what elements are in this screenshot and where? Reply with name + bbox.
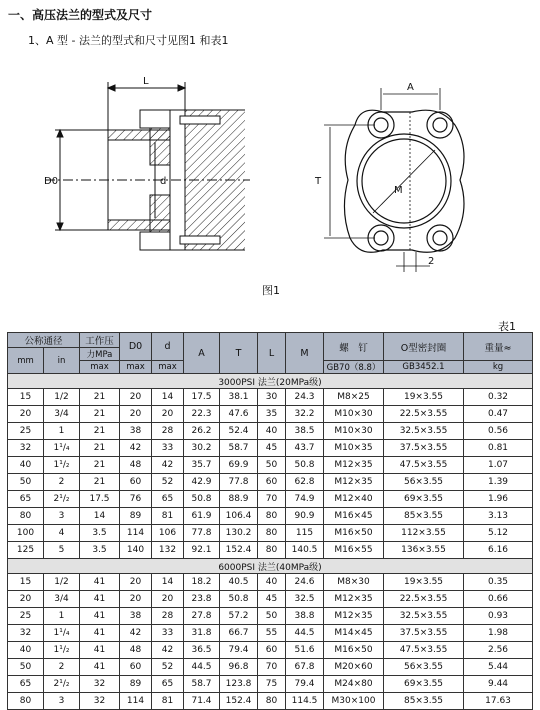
table-cell: 1¹/₄ — [44, 440, 80, 457]
table-cell: M12×40 — [324, 491, 384, 508]
table-cell: 9.44 — [464, 676, 533, 693]
table-cell: 114 — [120, 693, 152, 710]
table-cell: 152.4 — [220, 542, 258, 559]
table-cell: 1/2 — [44, 574, 80, 591]
col-weight: 重量≈ — [464, 333, 533, 361]
table-cell: 47.5×3.55 — [384, 457, 464, 474]
table-cell: 50.8 — [220, 591, 258, 608]
table-cell: 40 — [8, 642, 44, 659]
table-cell: 55 — [258, 625, 286, 642]
table-cell: 69.9 — [220, 457, 258, 474]
table-cell: 22.5×3.55 — [384, 406, 464, 423]
table-cell: 41 — [80, 574, 120, 591]
table-cell: 20 — [152, 406, 184, 423]
table-cell: 85×3.55 — [384, 693, 464, 710]
table-cell: 21 — [80, 423, 120, 440]
table-cell: 38.1 — [220, 389, 258, 406]
table-cell: 1 — [44, 608, 80, 625]
col-oring: O型密封圈 — [384, 333, 464, 361]
table-label: 表1 — [498, 320, 516, 333]
table-cell: 74.9 — [286, 491, 324, 508]
table-cell: M10×35 — [324, 440, 384, 457]
table-cell: 57.2 — [220, 608, 258, 625]
table-cell: 88.9 — [220, 491, 258, 508]
table-cell: 32 — [8, 440, 44, 457]
table-cell: 79.4 — [286, 676, 324, 693]
table-row — [8, 389, 533, 406]
table-cell: 1¹/₂ — [44, 642, 80, 659]
table-cell: 2 — [44, 474, 80, 491]
table-cell: 14 — [152, 389, 184, 406]
table-cell: 1.07 — [464, 457, 533, 474]
table-cell: 24.6 — [286, 574, 324, 591]
table-cell: M12×35 — [324, 474, 384, 491]
table-cell: 106.4 — [220, 508, 258, 525]
table-cell: M30×100 — [324, 693, 384, 710]
table-cell: M16×50 — [324, 525, 384, 542]
table-cell: 152.4 — [220, 693, 258, 710]
table-cell: 21 — [80, 406, 120, 423]
table-cell: 77.8 — [220, 474, 258, 491]
dim-label-t: T — [315, 176, 322, 187]
table-cell: 5.12 — [464, 525, 533, 542]
table-cell: 67.8 — [286, 659, 324, 676]
table-cell: 32.5×3.55 — [384, 608, 464, 625]
table-cell: 20 — [120, 591, 152, 608]
table-cell: 50 — [258, 457, 286, 474]
table-cell: 25 — [8, 608, 44, 625]
table-cell: 80 — [258, 542, 286, 559]
col-l: L — [258, 333, 286, 374]
table-cell: 0.56 — [464, 423, 533, 440]
section-title: 3000PSI 法兰(20MPa级) — [8, 374, 533, 389]
col-d0-unit: max — [120, 361, 152, 374]
page-subheading: 1、A 型 - 法兰的型式和尺寸见图1 和表1 — [28, 34, 229, 47]
table-cell: 3.5 — [80, 525, 120, 542]
table-row — [8, 457, 533, 474]
table-cell: 1.96 — [464, 491, 533, 508]
col-pressure-mid: 力MPa — [80, 348, 120, 361]
col-in: in — [44, 348, 80, 374]
table-cell: 81 — [152, 693, 184, 710]
table-cell: 81 — [152, 508, 184, 525]
table-cell: 43.7 — [286, 440, 324, 457]
table-row — [8, 676, 533, 693]
table-cell: 37.5×3.55 — [384, 440, 464, 457]
table-cell: 65 — [8, 676, 44, 693]
dim-label-l: L — [143, 76, 149, 87]
table-cell: 2.56 — [464, 642, 533, 659]
table-cell: 52 — [152, 659, 184, 676]
table-cell: 48 — [120, 642, 152, 659]
table-cell: 33 — [152, 440, 184, 457]
table-cell: 23.8 — [184, 591, 220, 608]
table-cell: 41 — [80, 608, 120, 625]
section-title: 6000PSI 法兰(40MPa级) — [8, 559, 533, 574]
table-cell: M12×35 — [324, 608, 384, 625]
table-cell: 20 — [8, 406, 44, 423]
table-cell: 56×3.55 — [384, 659, 464, 676]
col-nominal: 公称通径 — [8, 333, 80, 348]
table-cell: 27.8 — [184, 608, 220, 625]
table-cell: 58.7 — [220, 440, 258, 457]
table-cell: 61.9 — [184, 508, 220, 525]
table-cell: 26.2 — [184, 423, 220, 440]
table-cell: 14 — [80, 508, 120, 525]
table-cell: 42 — [152, 457, 184, 474]
table-cell: 19×3.55 — [384, 574, 464, 591]
table-cell: 1¹/₂ — [44, 457, 80, 474]
spec-table-body — [8, 374, 533, 710]
table-cell: 21 — [80, 474, 120, 491]
table-cell: 0.32 — [464, 389, 533, 406]
col-pressure-top: 工作压 — [80, 333, 120, 348]
table-cell: 30.2 — [184, 440, 220, 457]
table-cell: 100 — [8, 525, 44, 542]
table-cell: 3/4 — [44, 591, 80, 608]
flange-drawing — [0, 58, 540, 280]
table-cell: 80 — [258, 693, 286, 710]
table-cell: 125 — [8, 542, 44, 559]
table-cell: 89 — [120, 676, 152, 693]
col-d0: D0 — [120, 333, 152, 361]
table-cell: 44.5 — [286, 625, 324, 642]
table-cell: 56×3.55 — [384, 474, 464, 491]
table-cell: 0.93 — [464, 608, 533, 625]
table-cell: 19×3.55 — [384, 389, 464, 406]
table-cell: 47.6 — [220, 406, 258, 423]
table-cell: 31.8 — [184, 625, 220, 642]
col-t: T — [220, 333, 258, 374]
table-cell: 2 — [44, 659, 80, 676]
front-view — [324, 88, 464, 272]
section-header — [8, 559, 533, 574]
table-cell: 18.2 — [184, 574, 220, 591]
table-cell: 76 — [120, 491, 152, 508]
table-cell: M12×35 — [324, 457, 384, 474]
table-cell: 32.2 — [286, 406, 324, 423]
table-cell: 60 — [258, 474, 286, 491]
table-row — [8, 406, 533, 423]
dim-label-m: M — [394, 185, 403, 196]
table-cell: 3.13 — [464, 508, 533, 525]
table-cell: M20×60 — [324, 659, 384, 676]
table-cell: 1 — [44, 423, 80, 440]
col-oring-std: GB3452.1 — [384, 361, 464, 374]
col-d-unit: max — [152, 361, 184, 374]
table-cell: 32.5×3.55 — [384, 423, 464, 440]
table-cell: 60 — [120, 659, 152, 676]
table-cell: 4 — [44, 525, 80, 542]
page-heading: 一、高压法兰的型式及尺寸 — [8, 8, 153, 22]
table-cell: 32 — [80, 693, 120, 710]
table-cell: 79.4 — [220, 642, 258, 659]
table-cell: 77.8 — [184, 525, 220, 542]
table-cell: 115 — [286, 525, 324, 542]
col-d: d — [152, 333, 184, 361]
table-cell: 45 — [258, 440, 286, 457]
table-cell: 40 — [8, 457, 44, 474]
table-row — [8, 693, 533, 710]
table-cell: 69×3.55 — [384, 491, 464, 508]
table-cell: 14 — [152, 574, 184, 591]
table-cell: 40.5 — [220, 574, 258, 591]
table-cell: 80 — [258, 525, 286, 542]
table-cell: 85×3.55 — [384, 508, 464, 525]
table-cell: 0.47 — [464, 406, 533, 423]
table-cell: 70 — [258, 491, 286, 508]
table-cell: 38.5 — [286, 423, 324, 440]
table-cell: 1.98 — [464, 625, 533, 642]
table-cell: 114.5 — [286, 693, 324, 710]
table-cell: M16×45 — [324, 508, 384, 525]
table-cell: 114 — [120, 525, 152, 542]
table-cell: 38 — [120, 423, 152, 440]
table-cell: M16×50 — [324, 642, 384, 659]
table-cell: 92.1 — [184, 542, 220, 559]
table-cell: M14×45 — [324, 625, 384, 642]
table-cell: 47.5×3.55 — [384, 642, 464, 659]
table-cell: 50 — [258, 608, 286, 625]
table-row — [8, 474, 533, 491]
table-cell: 89 — [120, 508, 152, 525]
table-cell: 0.35 — [464, 574, 533, 591]
table-cell: 20 — [120, 389, 152, 406]
table-cell: 0.66 — [464, 591, 533, 608]
table-row — [8, 574, 533, 591]
table-cell: 45 — [258, 591, 286, 608]
table-cell: 62.8 — [286, 474, 324, 491]
table-cell: 44.5 — [184, 659, 220, 676]
table-cell: 22.5×3.55 — [384, 591, 464, 608]
table-cell: 140.5 — [286, 542, 324, 559]
table-cell: 21 — [80, 389, 120, 406]
table-cell: 50.8 — [184, 491, 220, 508]
table-cell: 106 — [152, 525, 184, 542]
table-row — [8, 423, 533, 440]
table-row — [8, 591, 533, 608]
table-row — [8, 525, 533, 542]
table-cell: 65 — [8, 491, 44, 508]
table-row — [8, 659, 533, 676]
table-cell: 51.6 — [286, 642, 324, 659]
table-cell: 0.81 — [464, 440, 533, 457]
table-cell: M10×30 — [324, 406, 384, 423]
table-cell: 112×3.55 — [384, 525, 464, 542]
table-cell: M8×25 — [324, 389, 384, 406]
table-cell: 42 — [152, 642, 184, 659]
table-cell: M24×80 — [324, 676, 384, 693]
table-cell: 50 — [8, 659, 44, 676]
section-header — [8, 374, 533, 389]
table-cell: 33 — [152, 625, 184, 642]
table-cell: M10×30 — [324, 423, 384, 440]
table-cell: 35 — [258, 406, 286, 423]
col-weight-unit: kg — [464, 361, 533, 374]
table-cell: 42.9 — [184, 474, 220, 491]
table-cell: 21 — [80, 440, 120, 457]
table-cell: 32 — [8, 625, 44, 642]
table-cell: 41 — [80, 625, 120, 642]
table-cell: 1¹/₄ — [44, 625, 80, 642]
table-cell: M8×30 — [324, 574, 384, 591]
table-cell: 38 — [120, 608, 152, 625]
table-cell: 20 — [120, 406, 152, 423]
table-cell: 15 — [8, 574, 44, 591]
table-cell: 2¹/₂ — [44, 491, 80, 508]
table-cell: 20 — [120, 574, 152, 591]
table-cell: 24.3 — [286, 389, 324, 406]
dim-label-d: d — [160, 176, 167, 187]
side-view — [45, 82, 250, 250]
table-cell: 3.5 — [80, 542, 120, 559]
table-cell: M12×35 — [324, 591, 384, 608]
table-cell: 90.9 — [286, 508, 324, 525]
table-cell: 75 — [258, 676, 286, 693]
table-cell: 60 — [258, 642, 286, 659]
table-cell: 52 — [152, 474, 184, 491]
table-cell: 32.5 — [286, 591, 324, 608]
table-row — [8, 542, 533, 559]
table-cell: 30 — [258, 389, 286, 406]
table-cell: 80 — [8, 508, 44, 525]
table-cell: 17.5 — [80, 491, 120, 508]
table-cell: 66.7 — [220, 625, 258, 642]
table-cell: 15 — [8, 389, 44, 406]
col-a: A — [184, 333, 220, 374]
table-cell: 48 — [120, 457, 152, 474]
table-cell: 41 — [80, 659, 120, 676]
table-cell: 3 — [44, 693, 80, 710]
table-cell: 69×3.55 — [384, 676, 464, 693]
table-cell: 41 — [80, 642, 120, 659]
table-cell: 71.4 — [184, 693, 220, 710]
table-row — [8, 440, 533, 457]
table-cell: 3/4 — [44, 406, 80, 423]
dim-label-2: 2 — [428, 256, 435, 267]
table-row — [8, 642, 533, 659]
table-cell: 40 — [258, 574, 286, 591]
table-cell: 130.2 — [220, 525, 258, 542]
table-row — [8, 625, 533, 642]
table-cell: 25 — [8, 423, 44, 440]
table-cell: 36.5 — [184, 642, 220, 659]
table-cell: 37.5×3.55 — [384, 625, 464, 642]
flange-spec-table — [7, 332, 533, 710]
table-cell: 123.8 — [220, 676, 258, 693]
figure-caption: 图1 — [262, 284, 280, 297]
table-cell: 65 — [152, 676, 184, 693]
table-cell: 80 — [8, 693, 44, 710]
table-cell: 6.16 — [464, 542, 533, 559]
table-cell: 140 — [120, 542, 152, 559]
table-cell: 28 — [152, 608, 184, 625]
table-cell: 132 — [152, 542, 184, 559]
table-cell: 1.39 — [464, 474, 533, 491]
table-cell: 32 — [80, 676, 120, 693]
table-cell: 58.7 — [184, 676, 220, 693]
table-cell: 136×3.55 — [384, 542, 464, 559]
table-cell: 35.7 — [184, 457, 220, 474]
dim-label-a: A — [407, 82, 414, 93]
table-row — [8, 491, 533, 508]
col-bolt: 螺 钉 — [324, 333, 384, 361]
table-cell: 28 — [152, 423, 184, 440]
table-cell: 42 — [120, 625, 152, 642]
table-cell: 40 — [258, 423, 286, 440]
table-cell: 5.44 — [464, 659, 533, 676]
table-cell: 80 — [258, 508, 286, 525]
table-cell: 20 — [8, 591, 44, 608]
table-cell: 52.4 — [220, 423, 258, 440]
table-cell: 42 — [120, 440, 152, 457]
table-cell: 17.63 — [464, 693, 533, 710]
table-row — [8, 508, 533, 525]
table-cell: 21 — [80, 457, 120, 474]
col-mm: mm — [8, 348, 44, 374]
table-cell: 2¹/₂ — [44, 676, 80, 693]
col-m: M — [286, 333, 324, 374]
col-pressure-unit: max — [80, 361, 120, 374]
dim-label-d0: D0 — [44, 176, 59, 187]
table-cell: 1/2 — [44, 389, 80, 406]
table-cell: 96.8 — [220, 659, 258, 676]
table-cell: 17.5 — [184, 389, 220, 406]
table-cell: M16×55 — [324, 542, 384, 559]
table-cell: 3 — [44, 508, 80, 525]
table-cell: 60 — [120, 474, 152, 491]
table-cell: 50.8 — [286, 457, 324, 474]
table-cell: 38.8 — [286, 608, 324, 625]
table-cell: 22.3 — [184, 406, 220, 423]
table-cell: 5 — [44, 542, 80, 559]
table-row — [8, 608, 533, 625]
table-cell: 65 — [152, 491, 184, 508]
table-cell: 20 — [152, 591, 184, 608]
table-cell: 50 — [8, 474, 44, 491]
table-cell: 70 — [258, 659, 286, 676]
col-bolt-std: GB70（8.8） — [324, 361, 384, 374]
table-cell: 41 — [80, 591, 120, 608]
